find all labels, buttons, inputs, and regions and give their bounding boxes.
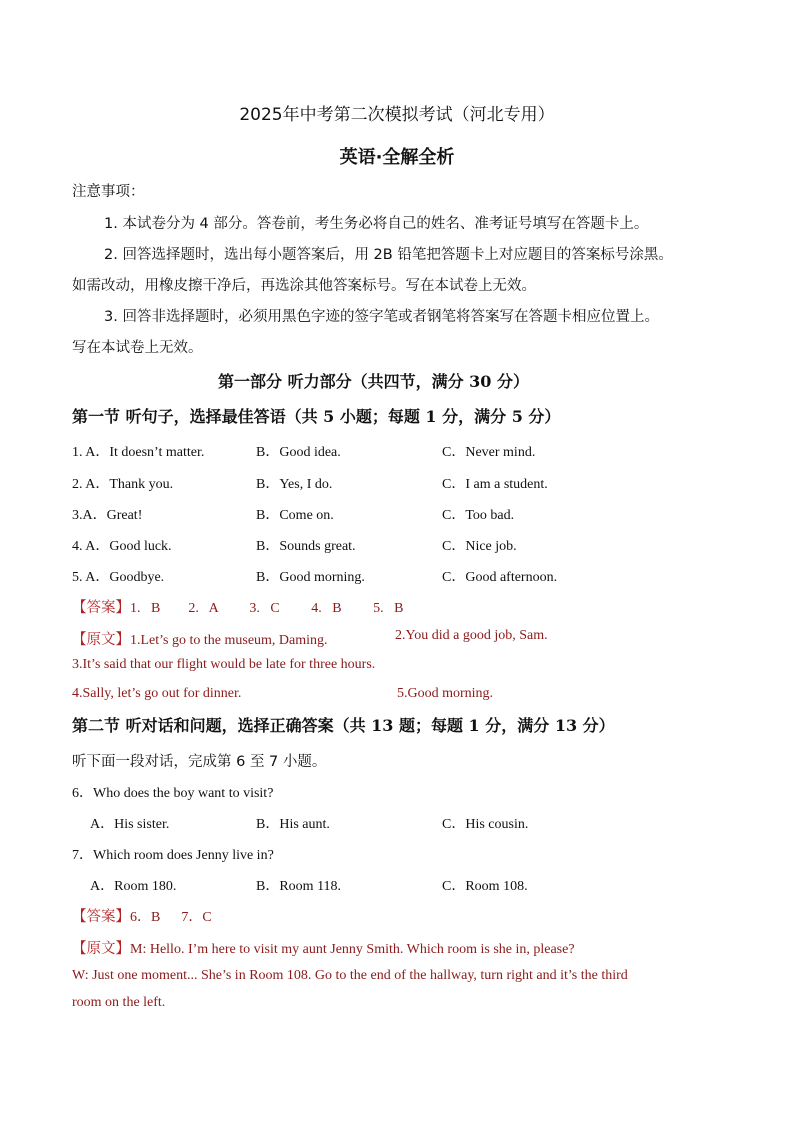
q7-option-c: C．Room 108.	[442, 879, 528, 894]
answer-label: 【答案】	[72, 600, 130, 616]
transcript-text: 5.Good morning.	[397, 686, 494, 701]
transcript-text: 3.It’s said that our flight would be late for three hours.	[72, 657, 376, 672]
q2-option-a: 2. A．Thank you.	[72, 477, 174, 492]
q3-option-a: 3.A．Great!	[72, 508, 143, 523]
transcript-label: 【原文】	[72, 941, 130, 957]
section-2-transcript-line-1	[72, 937, 575, 958]
q6-option-a: A．His sister.	[90, 817, 170, 832]
notice-item-1: 1. 本试卷分为 4 部分。答卷前，考生务必将自己的姓名、准考证号填写在答题卡上。	[104, 216, 649, 232]
answer-text: 6．B 7．C	[130, 910, 212, 925]
section-2-answer	[72, 905, 212, 926]
notice-item-3: 3. 回答非选择题时，必须用黑色字迹的签字笔或者钢笔将答案写在答题卡相应位置上。	[104, 309, 659, 325]
transcript-text: room on the left.	[72, 995, 166, 1010]
notice-item-2: 2. 回答选择题时，选出每小题答案后，用 2B 铅笔把答题卡上对应题目的答案标号涂黑。	[104, 247, 673, 263]
q3-option-c: C．Too bad.	[442, 508, 515, 523]
section-2-intro: 听下面一段对话，完成第 6 至 7 小题。	[72, 754, 327, 770]
q6-stem: 6．Who does the boy want to visit?	[72, 786, 274, 801]
q2-option-b: B．Yes, I do.	[256, 477, 333, 492]
q4-option-b: B．Sounds great.	[256, 539, 356, 554]
answer-text: 1. B 2. A 3. C 4. B 5. B	[130, 601, 404, 616]
q6-option-c: C．His cousin.	[442, 817, 529, 832]
notice-item-2-cont: 如需改动，用橡皮擦干净后，再选涂其他答案标号。写在本试卷上无效。	[72, 278, 536, 294]
transcript-text: M: Hello. I’m here to visit my aunt Jenny Smith. Which room is she in, please?	[130, 942, 575, 957]
transcript-text: 4.Sally, let’s go out for dinner.	[72, 686, 242, 701]
q3-option-b: B．Come on.	[256, 508, 334, 523]
q4-option-a: 4. A．Good luck.	[72, 539, 172, 554]
part-1-title: 第一部分 听力部分（共四节，满分 30 分）	[218, 372, 529, 391]
q7-stem: 7．Which room does Jenny live in?	[72, 848, 274, 863]
q6-option-b: B．His aunt.	[256, 817, 330, 832]
exam-subtitle: 英语·全解全析	[339, 147, 455, 168]
q2-option-c: C．I am a student.	[442, 477, 548, 492]
section-2-title: 第二节 听对话和问题，选择正确答案（共 13 题；每题 1 分，满分 13 分）	[72, 716, 615, 735]
q5-option-a: 5. A．Goodbye.	[72, 570, 165, 585]
section-1-answer	[72, 596, 403, 617]
q1-option-a: 1. A．It doesn’t matter.	[72, 445, 205, 460]
transcript-label: 【原文】	[72, 632, 130, 648]
transcript-text: 2.You did a good job, Sam.	[395, 628, 548, 643]
q5-option-b: B．Good morning.	[256, 570, 365, 585]
notice-heading: 注意事项：	[72, 184, 145, 200]
section-1-transcript-line-1	[72, 628, 328, 649]
section-1-title: 第一节 听句子，选择最佳答语（共 5 小题；每题 1 分，满分 5 分）	[72, 407, 561, 426]
q4-option-c: C．Nice job.	[442, 539, 517, 554]
exam-title: 2025年中考第二次模拟考试（河北专用）	[239, 105, 555, 125]
notice-item-3-cont: 写在本试卷上无效。	[72, 340, 203, 356]
q7-option-a: A．Room 180.	[90, 879, 177, 894]
answer-label: 【答案】	[72, 909, 130, 925]
q1-option-b: B．Good idea.	[256, 445, 341, 460]
q5-option-c: C．Good afternoon.	[442, 570, 558, 585]
q7-option-b: B．Room 118.	[256, 879, 342, 894]
q1-option-c: C．Never mind.	[442, 445, 536, 460]
transcript-text: W: Just one moment... She’s in Room 108. Go to the end of the hallway, turn right and it’s the third	[72, 968, 628, 983]
transcript-text: 1.Let’s go to the museum, Daming.	[130, 633, 328, 648]
